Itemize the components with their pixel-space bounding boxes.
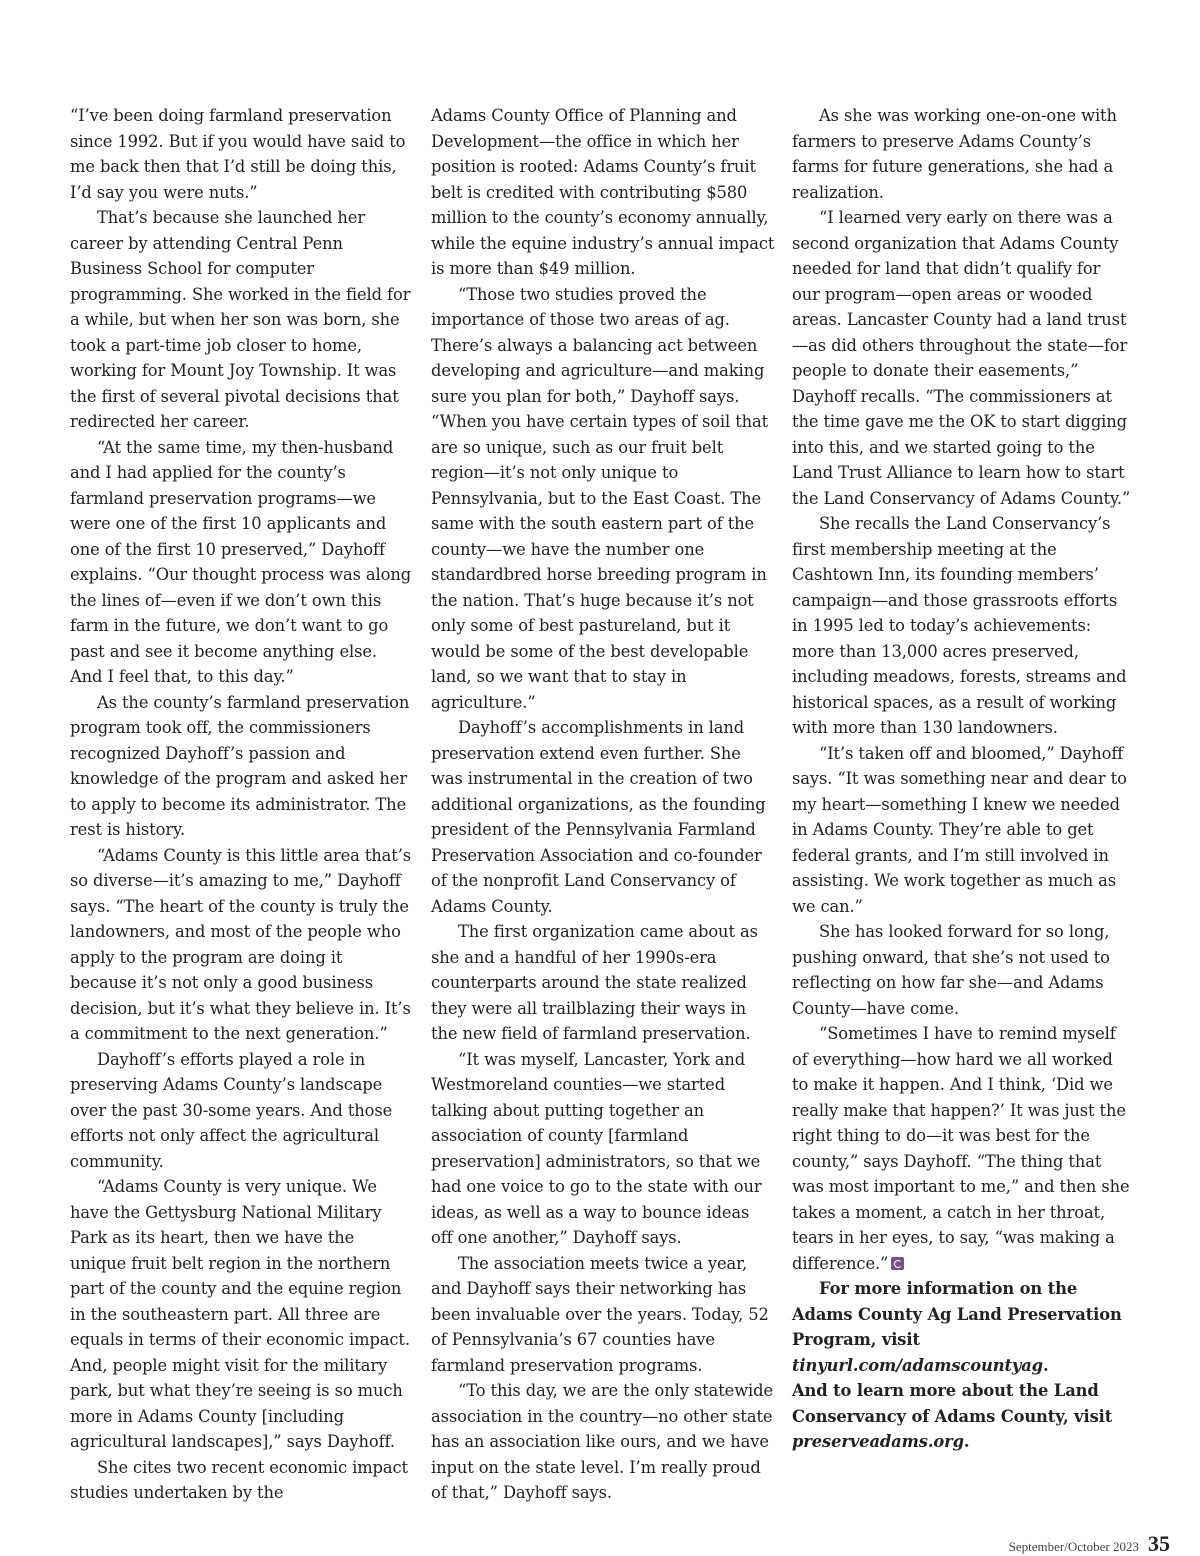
paragraph: “I learned very early on there was a second organization that Adams County needed for land that didn’t qualify for our program—open areas or wooded areas. Lancaster County had a land trust—as did others throughout the state—for people to donate their easements,” Dayhoff recalls. “The commissioners at the time gave me the OK to start digging into this, and we started going to the Land Trust Alliance to learn how to start the Land Conservancy of Adams County.” (792, 208, 1131, 508)
paragraph: “At the same time, my then-husband and I had applied for the county’s farmland preservation programs—we were one of the first 10 applicants and one of the first 10 preserved,” Dayhoff explains. “Our thought process was along the lines of—even if we don’t own this farm in the future, we don’t want to go past and see it become anything else. And I feel that, to this day.” (70, 437, 412, 686)
article-column-2 (431, 103, 775, 1506)
page-number: 35 (1148, 1531, 1170, 1556)
paragraph: “Adams County is very unique. We have the Gettysburg National Military Park as its heart, then we have the unique fruit belt region in the northern part of the county and the equine region in the southeastern part. All three are equals in terms of their economic impact. And, people might visit for the military park, but what they’re seeing is so much more in Adams County [including agricultural landscapes],” says Dayhoff. (70, 1177, 410, 1451)
closing-quote: “Sometimes I have to remind myself of everything—how hard we all worked to make it happen. And I think, ‘Did we really make that happen?’ It was just the right thing to do—it was best for the county,” says Dayhoff. “The thing that was most important to me,” and then she takes a moment, a catch in her throat, tears in her eyes, to say, “was making a difference.” (792, 1024, 1130, 1273)
paragraph: “I’ve been doing farmland preservation since 1992. But if you would have said to me back then that I’d still be doing this, I’d say you were nuts.” (70, 106, 406, 202)
paragraph: “It was myself, Lancaster, York and Westmoreland counties—we started talking about putting together an association of county [farmland preservation] administrators, so that we had one voice to go to the state with our ideas, as well as a way to bounce ideas off one another,” Dayhoff says. (431, 1049, 762, 1247)
more-info-land-conservancy (792, 1378, 1132, 1455)
cta-text: For more information on the Adams County Ag Land Preservation Program, visit (792, 1279, 1122, 1349)
preserve-adams-link[interactable]: preserveadams.org (792, 1432, 964, 1451)
paragraph: She has looked forward for so long, pushing onward, that she’s not used to reflecting on how far she—and Adams County—have come. (792, 922, 1110, 1018)
paragraph: That’s because she launched her career by attending Central Penn Business School for computer programming. She worked in the field for a while, but when her son was born, she took a part-time job closer to home, working for Mount Joy Township. It was the first of several pivotal decisions that redirected her career. (70, 208, 411, 431)
paragraph: Adams County Office of Planning and Development—the office in which her position is rooted: Adams County’s fruit belt is credited with contributing $580 million to the county’s economy annually, while the equine industry’s annual impact is more than $49 million. (431, 106, 775, 278)
paragraph: Dayhoff’s efforts played a role in preserving Adams County’s landscape over the past 30-some years. And those efforts not only affect the agricultural community. (70, 1049, 393, 1171)
issue-date: September/October 2023 (1008, 1539, 1139, 1554)
cta-period: . (1042, 1355, 1049, 1375)
paragraph: As the county’s farmland preservation program took off, the commissioners recognized Dayhoff’s passion and knowledge of the program and asked her to apply to become its administrator. The rest is history. (70, 692, 410, 839)
paragraph: The association meets twice a year, and Dayhoff says their networking has been invaluable over the years. Today, 52 of Pennsylvania’s 67 counties have farmland preservation programs. (431, 1253, 769, 1375)
paragraph: Dayhoff’s accomplishments in land preservation extend even further. She was instrumental in the creation of two additional organizations, as the founding president of the Pennsylvania Farmland Preservation Association and co-founder of the nonprofit Land Conservancy of Adams County. (431, 718, 766, 916)
article-column-3 (792, 103, 1132, 1455)
paragraph: She recalls the Land Conservancy’s first membership meeting at the Cashtown Inn, its founding members’ campaign—and those grassroots efforts in 1995 led to today’s achievements: more than 13,000 acres preserved, including meadows, forests, streams and historical spaces, as a result of working with more than 130 landowners. (792, 514, 1127, 737)
paragraph: As she was working one-on-one with farmers to preserve Adams County’s farms for future generations, she had a realization. (792, 106, 1117, 202)
paragraph: “To this day, we are the only statewide association in the country—no other state has an association like ours, and we have input on the state level. I’m really proud of that,” Dayhoff says. (431, 1381, 774, 1502)
page-footer (1009, 1533, 1170, 1555)
adams-ag-link[interactable]: tinyurl.com/adamscountyag (792, 1355, 1043, 1375)
closing-paragraph (792, 1021, 1132, 1276)
paragraph: “It’s taken off and bloomed,” Dayhoff says. “It was something near and dear to my heart—something I knew we needed in Adams County. They’re able to get federal grants, and I’m still involved in assisting. We work together as much as we can.” (792, 743, 1127, 916)
cta-text: And to learn more about the Land Conservancy of Adams County, visit (792, 1381, 1113, 1426)
paragraph: The first organization came about as she and a handful of her 1990s-era counterparts around the state realized they were all trailblazing their ways in the new field of farmland preservation. (431, 922, 758, 1043)
paragraph: “Those two studies proved the importance of those two areas of ag. There’s always a balancing act between developing and agriculture—and making sure you plan for both,” Dayhoff says. “When you have certain types of soil that are so unique, such as our fruit belt region—it’s not only unique to Pennsylvania, but to the East Coast. The same with the south eastern part of the county—we have the number one standardbred horse breeding program in the nation. That’s huge because it’s not only some of best pastureland, but it would be some of the best developable land, so we want that to stay in agriculture.” (431, 284, 769, 712)
paragraph: “Adams County is this little area that’s so diverse—it’s amazing to me,” Dayhoff says. “The heart of the county is truly the landowners, and most of the people who apply to the program are doing it because it’s not only a good business decision, but it’s what they believe in. It’s a commitment to the next generation.” (70, 845, 412, 1043)
cta-period: . (963, 1432, 970, 1451)
end-mark-icon (891, 1257, 904, 1270)
article-column-1 (70, 103, 412, 1506)
more-info-adams-ag (792, 1276, 1132, 1378)
paragraph: She cites two recent economic impact studies undertaken by the (70, 1457, 408, 1502)
